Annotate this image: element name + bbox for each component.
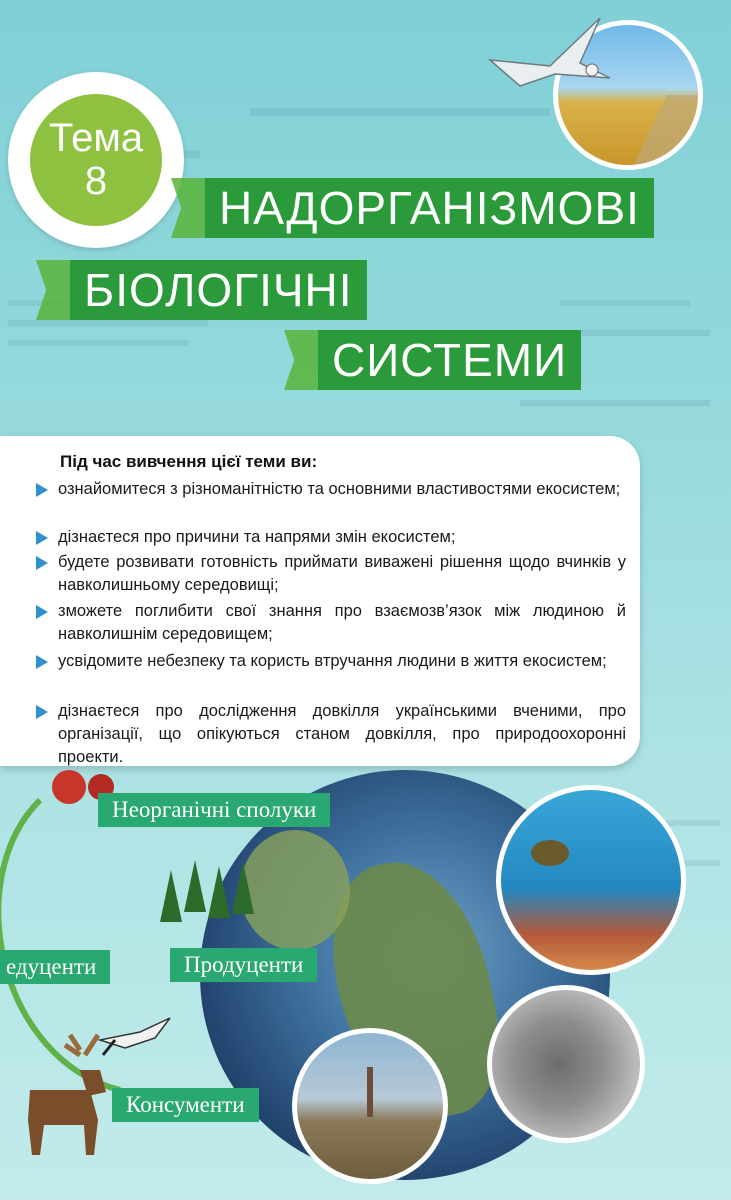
producers-label: Продуценти xyxy=(170,948,317,982)
objective-item xyxy=(36,600,626,646)
stork-image xyxy=(95,1010,175,1060)
objective-item xyxy=(36,551,626,597)
decomposers-label: едуценти xyxy=(0,950,110,984)
topic-badge xyxy=(8,72,184,248)
bullet-arrow-icon xyxy=(36,556,48,570)
smoke-pollution-photo xyxy=(487,985,645,1143)
learning-objectives-card xyxy=(0,436,640,766)
bird-image xyxy=(480,8,620,98)
objective-item xyxy=(36,478,626,501)
consumers-label: Консументи xyxy=(112,1088,259,1122)
bullet-arrow-icon xyxy=(36,531,48,545)
topic-badge-word: Тема xyxy=(48,116,144,160)
tree-icon xyxy=(232,862,254,914)
inorganic-compounds-label: Неорганічні сполуки xyxy=(98,793,330,827)
apple-icon xyxy=(52,770,86,804)
bullet-arrow-icon xyxy=(36,483,48,497)
tree-icon xyxy=(208,866,230,918)
objective-text: дізнаєтеся про дослідження довкілля українськими вченими, про організації, що опікуються станом довкілля, про природоохоронні проекти. xyxy=(58,702,626,766)
forest-image xyxy=(160,860,280,940)
objective-text: дізнаєтеся про причини та напрями змін екосистем; xyxy=(58,528,456,546)
objective-text: будете розвивати готовність приймати виважені рішення щодо вчинків у навколишньому середовищі; xyxy=(58,553,626,594)
objective-text: усвідомите небезпеку та користь втручання людини в життя екосистем; xyxy=(58,652,607,670)
bullet-arrow-icon xyxy=(36,605,48,619)
ocean-reef-photo xyxy=(496,785,686,975)
objective-item xyxy=(36,700,626,769)
road-shape xyxy=(629,95,703,170)
title-line-3: СИСТЕМИ xyxy=(318,330,581,390)
turtle-shape xyxy=(531,840,569,866)
bullet-arrow-icon xyxy=(36,705,48,719)
topic-badge-number: 8 xyxy=(84,159,108,203)
objective-item xyxy=(36,526,626,549)
bullet-arrow-icon xyxy=(36,655,48,669)
objective-text: ознайомитеся з різноманітністю та основними властивостями екосистем; xyxy=(58,480,621,498)
tree-icon xyxy=(160,870,182,922)
objectives-heading: Під час вивчення цієї теми ви: xyxy=(60,452,318,471)
landfill-photo xyxy=(292,1028,448,1184)
tree-icon xyxy=(184,860,206,912)
objective-text: зможете поглибити свої знання про взаємозв’язок між людиною й навколишнім середовищем; xyxy=(58,602,626,643)
objective-item xyxy=(36,650,626,673)
chimney-shape xyxy=(367,1067,373,1117)
topic-badge-inner xyxy=(30,94,162,226)
title-line-1: НАДОРГАНІЗМОВІ xyxy=(205,178,654,238)
title-line-2: БІОЛОГІЧНІ xyxy=(70,260,367,320)
